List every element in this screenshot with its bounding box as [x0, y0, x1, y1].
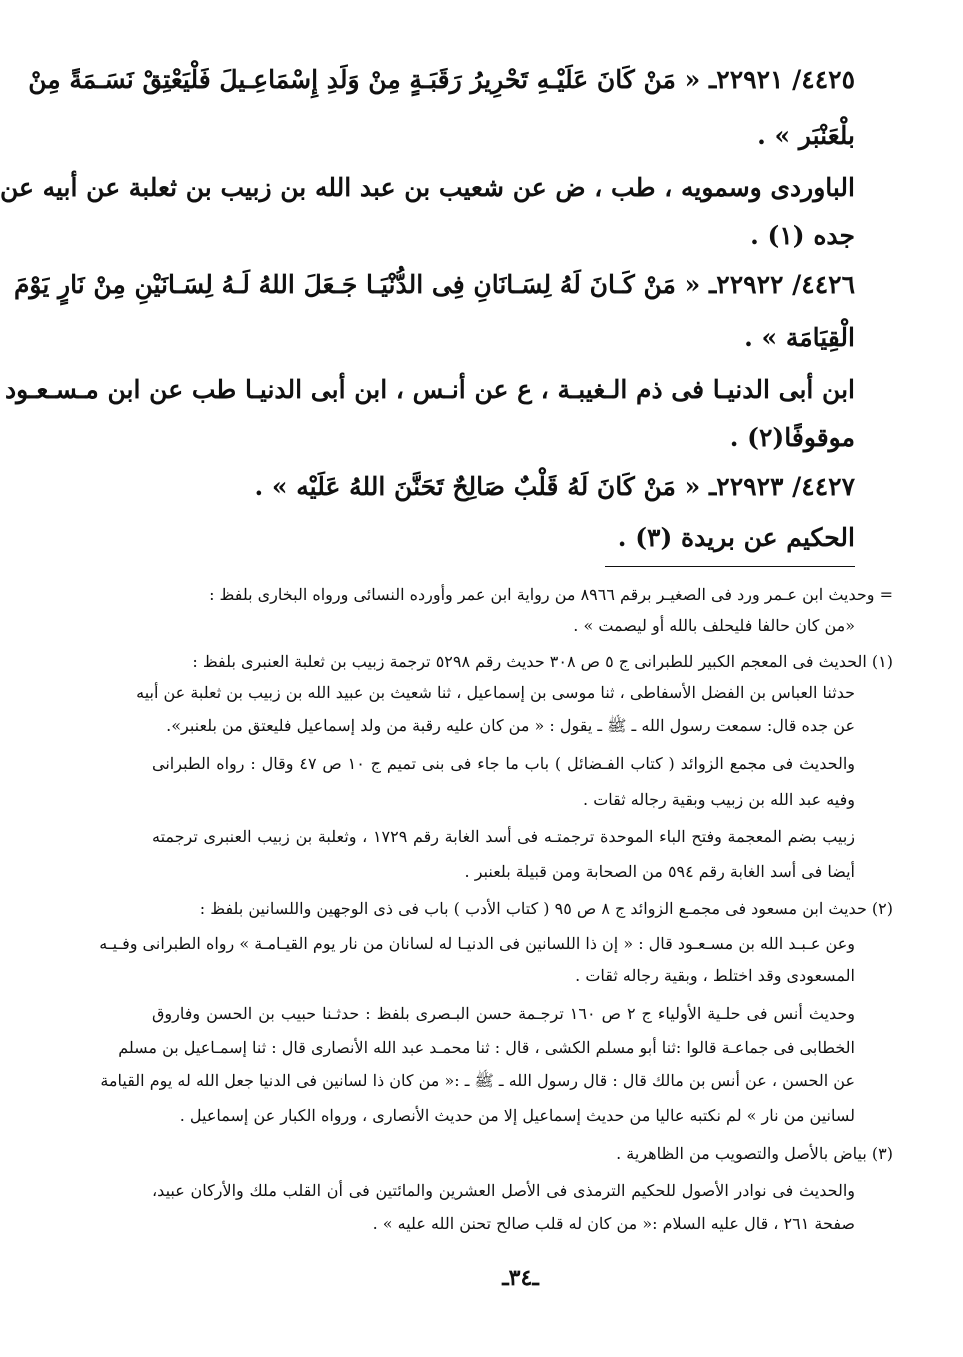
hadith-4426-line-1: ٤٤٢٦/ ٢٢٩٢٢ـ « مَنْ كَـانَ لَهُ لِسَـانَانِ فِى الدُّنْيَـا جَـعَلَ اللهُ لَـهُ لِسَـانَيْنِ مِنْ نَارٍ يَوْمَ: [13, 270, 855, 299]
hadith-4426-line-2: الْقِيَامَة » .: [744, 323, 855, 352]
footnote-2-line-2: وعن عـبـد الله بن مسـعـود قال : « إن ذا اللسانين فى الدنيـا له لسانان من نار يوم القيـامـة » رواه الطبرانى وفـيـه: [99, 934, 855, 953]
footnote-1-line-4: والحديث فى مجمع الزوائد ( كتاب الفـضائل ) باب ما جاء فى بنى تميم ج ١٠ ص ٤٧ وقال : رواه الطبرانى: [152, 754, 856, 773]
source-4425-line-2: جده (١) .: [750, 221, 855, 250]
footnote-2-line-1: (٢) حديث ابن مسعود فى مجمـع الزوائد ج ٨ ص ٩٥ ( كتاب الأدب ) باب فى ذى الوجهين واللسانين بلفظ :: [199, 899, 893, 918]
footnote-1-line-7: أيضا فى أسد الغابة رقم ٥٩٤ من الصحابة ومن قبيلة بلعنبر .: [464, 862, 855, 881]
footnote-2-line-5: الخطابى فى جماعـة قالوا :ثنا أبو مسلم الكشى ، قال : ثنا محمـد عبد الله الأنصارى قال : ثنا إسمـاعيل بن مسلم: [118, 1038, 855, 1057]
source-4427: الحكيم عن بريدة (٣) .: [617, 523, 855, 552]
footnote-3-line-1: (٣) بياض بالأصل والتصويب من الظاهرية .: [616, 1144, 893, 1163]
footnote-1-line-2: حدثنا العباس بن الفضل الأسفاطى ، ثنا موسى بن إسماعيل ، ثنا شعيث بن عبيد الله بن زبيب بن ثعلبة عن أبيه: [136, 683, 855, 702]
footnote-continuation-line-2: «من كان حالفا فليحلف بالله أو ليصمت » .: [573, 616, 855, 635]
hadith-4425-line-2: بلْعَنْبَر » .: [757, 121, 855, 150]
footnote-3-line-3: صفحة ٢٦١ ، قال عليه السلام :« من كان له قلب صالح تحنن الله عليه » .: [372, 1214, 855, 1233]
footnote-1-line-5: وفيه عبد الله بن زبيب وبقية رجاله ثقات .: [583, 790, 855, 809]
footnote-2-line-3: المسعودى وقد اختلط ، وبقية رجاله ثقات .: [575, 966, 855, 985]
page-number: ـ٣٤ـ: [502, 1265, 539, 1291]
source-4426-line-2: موقوفًا(٢) .: [729, 423, 855, 452]
footnote-1-line-3: عن جده قال: سمعت رسول الله ـ ﷺ ـ يقول : « من كان عليه رقبة من ولد إسماعيل فليعتق من بلعنبر».: [166, 716, 855, 735]
footnote-continuation-line-1: = وحديث ابن عـمر ورد فى الصغيـر برقم ٨٩٦٦ من رواية ابن عمر وأورده النسائى ورواه البخارى بلفظ :: [209, 585, 893, 604]
source-4425-line-1: الباوردى وسمويه ، طب ، ض عن شعيب بن عبد الله بن زبيب بن ثعلبة عن أبيه عن: [0, 173, 855, 202]
hadith-4425-line-1: ٤٤٢٥/ ٢٢٩٢١ـ « مَنْ كَانَ عَلَيْـهِ تَحْرِيرُ رَقَبَـةٍ مِنْ وَلَدِ إِسْمَاعِـيلَ فَلْيَعْتِقْ نَسَـمَةً مِنْ: [28, 65, 855, 94]
footnote-2-line-7: لسانين من نار » لم نكتبه عاليا من حديث إسماعيل إلا من حديث الأنصارى ، ورواه الكبار عن إسماعيل .: [179, 1106, 855, 1125]
footnote-3-line-2: والحديث فى نوادر الأصول للحكيم الترمذى فى الأصل العشرين والمائتين فى أن القلب ملك والأركان عبيد،: [152, 1181, 855, 1200]
footnote-2-line-6: عن الحسن ، عن أنس بن مالك قال : قال رسول الله ـ ﷺ ـ :« من كان ذا لسانين فى الدنيا جعل الله له يوم القيامة: [100, 1071, 855, 1090]
footnote-separator: [605, 566, 855, 567]
footnote-1-line-6: زبيب بضم المعجمة وفتح الباء الموحدة ترجمتـه فى أسد الغابة رقم ١٧٢٩ ، وثعلبة بن زبيب العنبرى ترجمته: [152, 827, 856, 846]
hadith-4427: ٤٤٢٧/ ٢٢٩٢٣ـ « مَنْ كَانَ لَهُ قَلْبٌ صَالِحٌ تَحَنَّنَ اللهُ عَلَيْه » .: [254, 472, 855, 501]
footnote-2-line-4: وحديث أنس فى حلـية الأولياء ج ٢ ص ١٦٠ ترجـمة حسن البـصرى بلفظ : حدثـنا حبيب بن الحسن وفاروق: [152, 1004, 856, 1023]
source-4426-line-1: ابن أبى الدنيـا فى ذم الـغيبـة ، ع عن أنـس ، ابن أبى الدنيـا طب عن ابن مـسـعـود: [5, 375, 855, 404]
footnote-1-line-1: (١) الحديث فى المعجم الكبير للطبرانى ج ٥ ص ٣٠٨ حديث رقم ٥٢٩٨ ترجمة زبيب بن ثعلبة العنبرى بلفظ :: [192, 652, 893, 671]
